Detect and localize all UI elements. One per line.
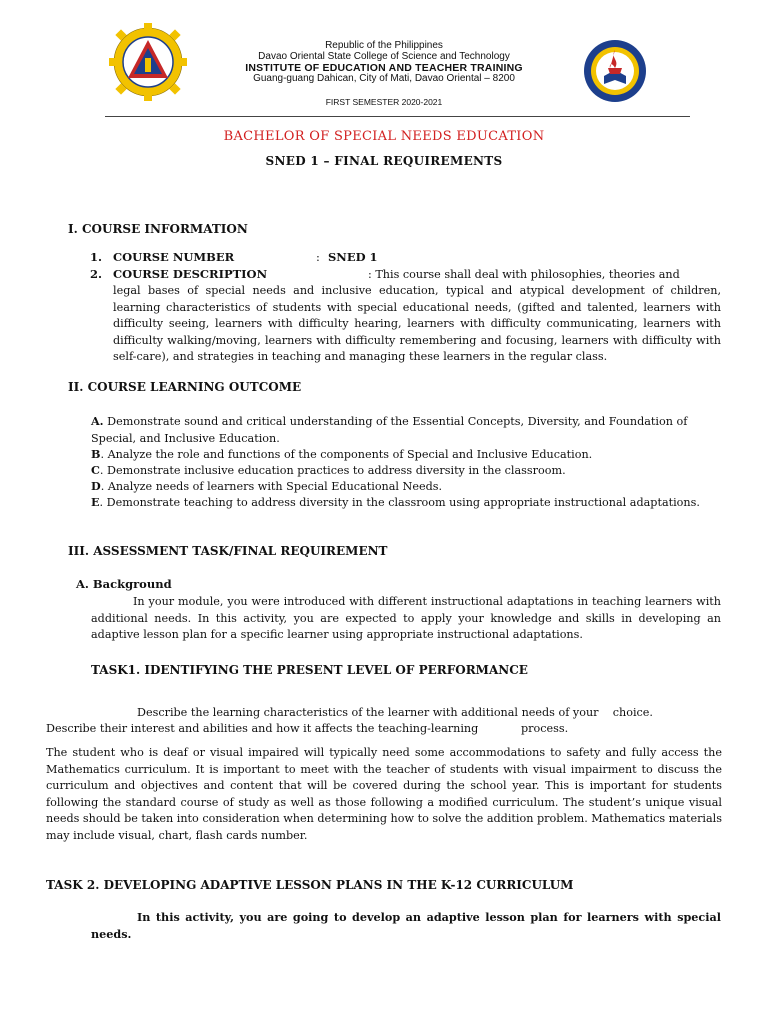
outcome-b [91,446,713,464]
outcome-c-letter: C [91,463,100,477]
course-description-label: COURSE DESCRIPTION [113,267,268,281]
course-number-label: COURSE NUMBER [113,250,235,264]
header-rule [105,116,690,117]
course-description-num: 2. [90,267,103,281]
background-label: A. Background [76,577,172,591]
course-number-value: SNED 1 [328,250,378,264]
header-college: Davao Oriental State College of Science and Technology [258,51,510,62]
outcome-c [91,462,713,480]
task1-answer: The student who is deaf or visual impaired will typically need some accommodations to safety and fully access the Mathematics curriculum. It is important to meet with the teacher of students with visual impairment to discuss the curriculum and objectives and content that will be covered during the school year. This is important for students following the standard course of study as well as those following a modified curriculum. The student’s unique visual needs should be taken into consideration when determining how to solve the addition problem. Mathematics materials may include visual, chart, flash cards number. [46,746,722,842]
course-number-separator: : [316,250,320,264]
course-description-first-line: : This course shall deal with philosophies, theories and [368,268,680,281]
outcome-c-text: . Demonstrate inclusive education practices to address diversity in the classroom. [99,464,566,477]
header-republic: Republic of the Philippines [325,40,443,51]
course-number-num: 1. [90,250,103,264]
course-description-text: legal bases of special needs and inclusive education, typical and atypical development of children, learning characteristics of students with special educational needs, (gifted and talented, learners with difficulty seeing, learners with difficulty hearing, learners with difficulty communicating, learners with difficulty walking/moving, learners with difficulty remembering and focusing, learners with difficulty with self-care), and strategies in teaching and managing these learners in the regular class. [113,284,721,364]
section-course-information-heading: I. COURSE INFORMATION [68,222,248,236]
header-semester: FIRST SEMESTER 2020-2021 [325,97,443,107]
header-address: Guang-guang Dahican, City of Mati, Davao Oriental – 8200 [253,73,515,84]
outcome-a-letter: A. [91,414,104,428]
section-learning-outcome-heading: II. COURSE LEARNING OUTCOME [68,380,302,394]
document-header [0,0,768,125]
outcome-d-text: . Analyze needs of learners with Special Educational Needs. [100,480,443,493]
background-text: In your module, you were introduced with different instructional adaptations in teaching learners with additional needs. In this activity, you are expected to apply your knowledge and skills in developing an adaptive lesson plan for a specific learner using appropriate instructional adaptations. [91,595,721,642]
task1-instruction-line1: Describe the learning characteristics of the learner with additional needs of your choice. [137,706,653,719]
institute-seal-logo [582,38,648,104]
outcome-d [91,478,713,496]
outcome-e [91,494,713,512]
outcome-a-text: Demonstrate sound and critical understanding of the Essential Concepts, Diversity, and Foundation of Special, and Inclusive Education. [91,415,688,445]
task1-instruction-line2: Describe their interest and abilities and how it affects the teaching-learning process. [46,722,569,735]
section-assessment-heading: III. ASSESSMENT TASK/FINAL REQUIREMENT [68,544,388,558]
program-title: BACHELOR OF SPECIAL NEEDS EDUCATION [223,129,545,144]
outcome-e-text: . Demonstrate teaching to address diversity in the classroom using appropriate instructional adaptations. [99,496,700,509]
outcome-a [91,413,713,447]
outcome-b-text: . Analyze the role and functions of the components of Special and Inclusive Education. [100,448,593,461]
header-institute: INSTITUTE OF EDUCATION AND TEACHER TRAINING [245,62,523,74]
outcome-b-letter: B [91,447,101,461]
task2-heading: TASK 2. DEVELOPING ADAPTIVE LESSON PLANS IN THE K-12 CURRICULUM [46,878,574,892]
outcome-d-letter: D [91,479,101,493]
task2-instruction: In this activity, you are going to develop an adaptive lesson plan for learners with special needs. [91,910,721,941]
outcome-e-letter: E [91,495,100,509]
task1-heading: TASK1. IDENTIFYING THE PRESENT LEVEL OF PERFORMANCE [91,663,528,677]
requirements-title: SNED 1 – FINAL REQUIREMENTS [265,154,503,168]
